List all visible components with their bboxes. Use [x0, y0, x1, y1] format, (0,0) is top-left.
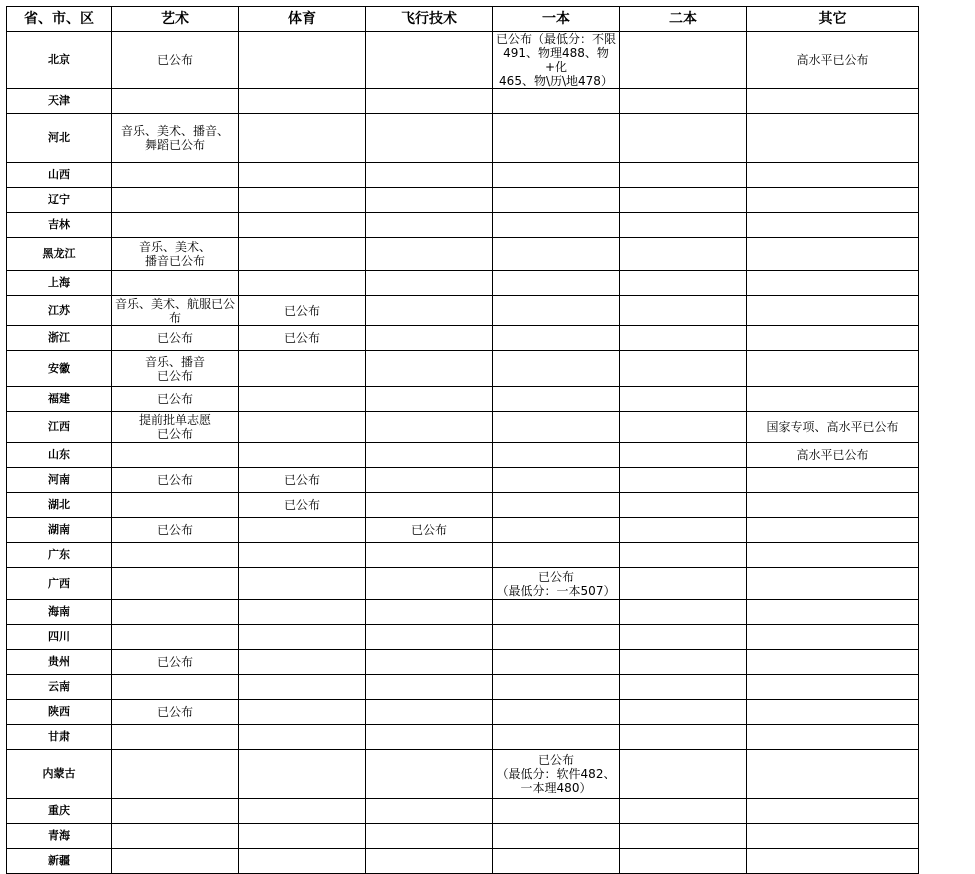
cell-text-line: 已公布	[156, 427, 193, 441]
table-row	[7, 543, 919, 568]
flight-cell	[366, 32, 493, 89]
second-tier-cell	[620, 238, 747, 271]
table-row	[7, 163, 919, 188]
province-cell: 河南	[7, 468, 112, 493]
sports-cell	[239, 443, 366, 468]
header-first-tier: 一本	[493, 7, 620, 32]
other-cell	[747, 725, 919, 750]
province-cell: 上海	[7, 271, 112, 296]
flight-cell	[366, 493, 493, 518]
art-cell	[112, 625, 239, 650]
other-cell	[747, 271, 919, 296]
header-province: 省、市、区	[7, 7, 112, 32]
province-cell: 山西	[7, 163, 112, 188]
first-tier-cell	[493, 163, 620, 188]
art-cell	[112, 412, 239, 443]
header-row	[7, 7, 919, 32]
sports-cell	[239, 675, 366, 700]
table-row	[7, 568, 919, 600]
second-tier-cell	[620, 518, 747, 543]
other-cell	[747, 750, 919, 799]
art-cell: 已公布	[112, 326, 239, 351]
other-cell	[747, 625, 919, 650]
flight-cell	[366, 543, 493, 568]
first-tier-cell	[493, 849, 620, 874]
art-cell	[112, 89, 239, 114]
table-row	[7, 271, 919, 296]
art-cell	[112, 493, 239, 518]
province-cell: 江苏	[7, 296, 112, 326]
other-cell	[747, 700, 919, 725]
cell-text-line: 音乐、美术、播音、	[120, 124, 229, 138]
sports-cell	[239, 600, 366, 625]
table-row	[7, 326, 919, 351]
sports-cell	[239, 625, 366, 650]
second-tier-cell	[620, 89, 747, 114]
art-cell	[112, 351, 239, 387]
province-cell: 海南	[7, 600, 112, 625]
first-tier-cell	[493, 326, 620, 351]
sports-cell	[239, 188, 366, 213]
art-cell: 已公布	[112, 518, 239, 543]
table-row	[7, 443, 919, 468]
second-tier-cell	[620, 849, 747, 874]
other-cell	[747, 238, 919, 271]
art-cell	[112, 543, 239, 568]
table-row	[7, 468, 919, 493]
table-row	[7, 625, 919, 650]
cell-text-line: 已公布	[537, 569, 574, 584]
header-art: 艺术	[112, 7, 239, 32]
sports-cell	[239, 412, 366, 443]
other-cell	[747, 351, 919, 387]
province-cell: 江西	[7, 412, 112, 443]
second-tier-cell	[620, 114, 747, 163]
flight-cell	[366, 296, 493, 326]
first-tier-cell	[493, 725, 620, 750]
header-flight: 飞行技术	[366, 7, 493, 32]
second-tier-cell	[620, 543, 747, 568]
first-tier-cell	[493, 675, 620, 700]
sports-cell: 已公布	[239, 326, 366, 351]
first-tier-cell	[493, 700, 620, 725]
art-cell: 已公布	[112, 32, 239, 89]
first-tier-cell	[493, 799, 620, 824]
art-cell	[112, 271, 239, 296]
second-tier-cell	[620, 700, 747, 725]
flight-cell	[366, 213, 493, 238]
other-cell	[747, 675, 919, 700]
flight-cell	[366, 750, 493, 799]
table-row	[7, 188, 919, 213]
province-cell: 广东	[7, 543, 112, 568]
table-row	[7, 412, 919, 443]
other-cell	[747, 326, 919, 351]
sports-cell	[239, 568, 366, 600]
first-tier-cell	[493, 493, 620, 518]
sports-cell	[239, 849, 366, 874]
art-cell: 已公布	[112, 700, 239, 725]
sports-cell	[239, 700, 366, 725]
province-cell: 吉林	[7, 213, 112, 238]
province-cell: 贵州	[7, 650, 112, 675]
table-row	[7, 32, 919, 89]
table-row	[7, 351, 919, 387]
second-tier-cell	[620, 443, 747, 468]
sports-cell	[239, 799, 366, 824]
sports-cell	[239, 89, 366, 114]
province-cell: 四川	[7, 625, 112, 650]
art-cell	[112, 675, 239, 700]
sports-cell	[239, 725, 366, 750]
province-cell: 山东	[7, 443, 112, 468]
first-tier-cell	[493, 600, 620, 625]
cell-text-line: 音乐、美术、	[138, 240, 211, 254]
second-tier-cell	[620, 213, 747, 238]
table-row	[7, 493, 919, 518]
second-tier-cell	[620, 163, 747, 188]
first-tier-cell	[493, 625, 620, 650]
cell-text-line: 音乐、美术、航服已公	[114, 296, 235, 311]
first-tier-cell	[493, 443, 620, 468]
second-tier-cell	[620, 412, 747, 443]
other-cell	[747, 518, 919, 543]
sports-cell	[239, 213, 366, 238]
cell-text-line: 音乐、播音	[144, 354, 205, 369]
province-cell: 湖南	[7, 518, 112, 543]
first-tier-cell	[493, 518, 620, 543]
flight-cell	[366, 89, 493, 114]
other-cell	[747, 543, 919, 568]
art-cell	[112, 568, 239, 600]
sports-cell	[239, 271, 366, 296]
other-cell: 高水平已公布	[747, 443, 919, 468]
province-cell: 陕西	[7, 700, 112, 725]
sports-cell	[239, 32, 366, 89]
table-body	[7, 32, 919, 874]
other-cell	[747, 468, 919, 493]
first-tier-cell	[493, 213, 620, 238]
art-cell: 已公布	[112, 650, 239, 675]
second-tier-cell	[620, 824, 747, 849]
flight-cell	[366, 849, 493, 874]
cell-text-line: 布	[168, 310, 181, 325]
other-cell	[747, 387, 919, 412]
header-second-tier: 二本	[620, 7, 747, 32]
sports-cell	[239, 163, 366, 188]
table-row	[7, 89, 919, 114]
second-tier-cell	[620, 600, 747, 625]
table-header	[7, 7, 919, 32]
cell-text-line: （最低分：一本507）	[496, 583, 616, 598]
admission-status-table	[6, 6, 919, 874]
art-cell	[112, 114, 239, 163]
table-row	[7, 387, 919, 412]
flight-cell	[366, 725, 493, 750]
art-cell	[112, 188, 239, 213]
flight-cell	[366, 351, 493, 387]
table-row	[7, 725, 919, 750]
table-row	[7, 296, 919, 326]
province-cell: 内蒙古	[7, 750, 112, 799]
art-cell	[112, 163, 239, 188]
sports-cell	[239, 750, 366, 799]
province-cell: 北京	[7, 32, 112, 89]
first-tier-cell	[493, 568, 620, 600]
province-cell: 云南	[7, 675, 112, 700]
flight-cell	[366, 700, 493, 725]
flight-cell	[366, 238, 493, 271]
other-cell	[747, 213, 919, 238]
province-cell: 重庆	[7, 799, 112, 824]
second-tier-cell	[620, 750, 747, 799]
province-cell: 新疆	[7, 849, 112, 874]
flight-cell	[366, 568, 493, 600]
cell-text-line: 播音已公布	[144, 254, 205, 268]
second-tier-cell	[620, 799, 747, 824]
sports-cell	[239, 543, 366, 568]
cell-text-line: 已公布	[537, 753, 574, 767]
second-tier-cell	[620, 493, 747, 518]
second-tier-cell	[620, 351, 747, 387]
table-row	[7, 518, 919, 543]
header-other: 其它	[747, 7, 919, 32]
second-tier-cell	[620, 326, 747, 351]
second-tier-cell	[620, 387, 747, 412]
art-cell	[112, 213, 239, 238]
cell-text-line: 已公布（最低分：不限491、物理488、物+化	[495, 32, 616, 74]
flight-cell	[366, 824, 493, 849]
province-cell: 青海	[7, 824, 112, 849]
flight-cell	[366, 387, 493, 412]
second-tier-cell	[620, 188, 747, 213]
other-cell	[747, 650, 919, 675]
art-cell	[112, 238, 239, 271]
first-tier-cell	[493, 387, 620, 412]
flight-cell	[366, 443, 493, 468]
table-row	[7, 675, 919, 700]
sports-cell	[239, 351, 366, 387]
table-row	[7, 799, 919, 824]
flight-cell	[366, 163, 493, 188]
second-tier-cell	[620, 650, 747, 675]
first-tier-cell	[493, 351, 620, 387]
table-row	[7, 114, 919, 163]
first-tier-cell	[493, 412, 620, 443]
first-tier-cell	[493, 188, 620, 213]
other-cell	[747, 114, 919, 163]
sports-cell	[239, 824, 366, 849]
first-tier-cell	[493, 238, 620, 271]
province-cell: 安徽	[7, 351, 112, 387]
other-cell	[747, 568, 919, 600]
cell-text-line: 465、物\历\地478）	[499, 74, 613, 88]
second-tier-cell	[620, 32, 747, 89]
other-cell	[747, 799, 919, 824]
first-tier-cell	[493, 543, 620, 568]
province-cell: 天津	[7, 89, 112, 114]
cell-text-line: （最低分：软件482、	[496, 767, 616, 781]
table-row	[7, 700, 919, 725]
province-cell: 辽宁	[7, 188, 112, 213]
first-tier-cell	[493, 114, 620, 163]
art-cell	[112, 750, 239, 799]
first-tier-cell	[493, 750, 620, 799]
art-cell	[112, 443, 239, 468]
cell-text-line: 提前批单志愿	[138, 413, 211, 427]
sports-cell: 已公布	[239, 468, 366, 493]
first-tier-cell	[493, 32, 620, 89]
sports-cell	[239, 650, 366, 675]
art-cell	[112, 824, 239, 849]
other-cell: 国家专项、高水平已公布	[747, 412, 919, 443]
table-row	[7, 849, 919, 874]
cell-text-line: 已公布	[156, 368, 193, 383]
flight-cell	[366, 412, 493, 443]
second-tier-cell	[620, 725, 747, 750]
sports-cell: 已公布	[239, 493, 366, 518]
table-row	[7, 238, 919, 271]
province-cell: 黑龙江	[7, 238, 112, 271]
sports-cell	[239, 518, 366, 543]
sports-cell	[239, 114, 366, 163]
art-cell: 已公布	[112, 387, 239, 412]
art-cell: 已公布	[112, 468, 239, 493]
art-cell	[112, 725, 239, 750]
second-tier-cell	[620, 296, 747, 326]
province-cell: 甘肃	[7, 725, 112, 750]
first-tier-cell	[493, 650, 620, 675]
cell-text-line: 一本理480）	[520, 781, 592, 795]
second-tier-cell	[620, 468, 747, 493]
flight-cell	[366, 114, 493, 163]
table-row	[7, 213, 919, 238]
province-cell: 浙江	[7, 326, 112, 351]
province-cell: 湖北	[7, 493, 112, 518]
table-row	[7, 824, 919, 849]
first-tier-cell	[493, 89, 620, 114]
other-cell	[747, 493, 919, 518]
first-tier-cell	[493, 824, 620, 849]
art-cell	[112, 799, 239, 824]
other-cell	[747, 600, 919, 625]
second-tier-cell	[620, 568, 747, 600]
flight-cell	[366, 799, 493, 824]
other-cell	[747, 824, 919, 849]
first-tier-cell	[493, 468, 620, 493]
other-cell	[747, 296, 919, 326]
province-cell: 河北	[7, 114, 112, 163]
flight-cell	[366, 326, 493, 351]
sports-cell	[239, 238, 366, 271]
flight-cell	[366, 468, 493, 493]
second-tier-cell	[620, 675, 747, 700]
flight-cell	[366, 600, 493, 625]
art-cell	[112, 296, 239, 326]
province-cell: 福建	[7, 387, 112, 412]
province-cell: 广西	[7, 568, 112, 600]
other-cell	[747, 89, 919, 114]
flight-cell	[366, 188, 493, 213]
art-cell	[112, 849, 239, 874]
cell-text-line: 舞蹈已公布	[144, 138, 205, 152]
other-cell	[747, 849, 919, 874]
other-cell	[747, 163, 919, 188]
table-row	[7, 650, 919, 675]
sports-cell	[239, 387, 366, 412]
sports-cell: 已公布	[239, 296, 366, 326]
flight-cell	[366, 650, 493, 675]
first-tier-cell	[493, 271, 620, 296]
header-sports: 体育	[239, 7, 366, 32]
flight-cell: 已公布	[366, 518, 493, 543]
flight-cell	[366, 675, 493, 700]
first-tier-cell	[493, 296, 620, 326]
table-row	[7, 600, 919, 625]
other-cell	[747, 188, 919, 213]
second-tier-cell	[620, 271, 747, 296]
art-cell	[112, 600, 239, 625]
table-row	[7, 750, 919, 799]
other-cell: 高水平已公布	[747, 32, 919, 89]
flight-cell	[366, 271, 493, 296]
second-tier-cell	[620, 625, 747, 650]
flight-cell	[366, 625, 493, 650]
